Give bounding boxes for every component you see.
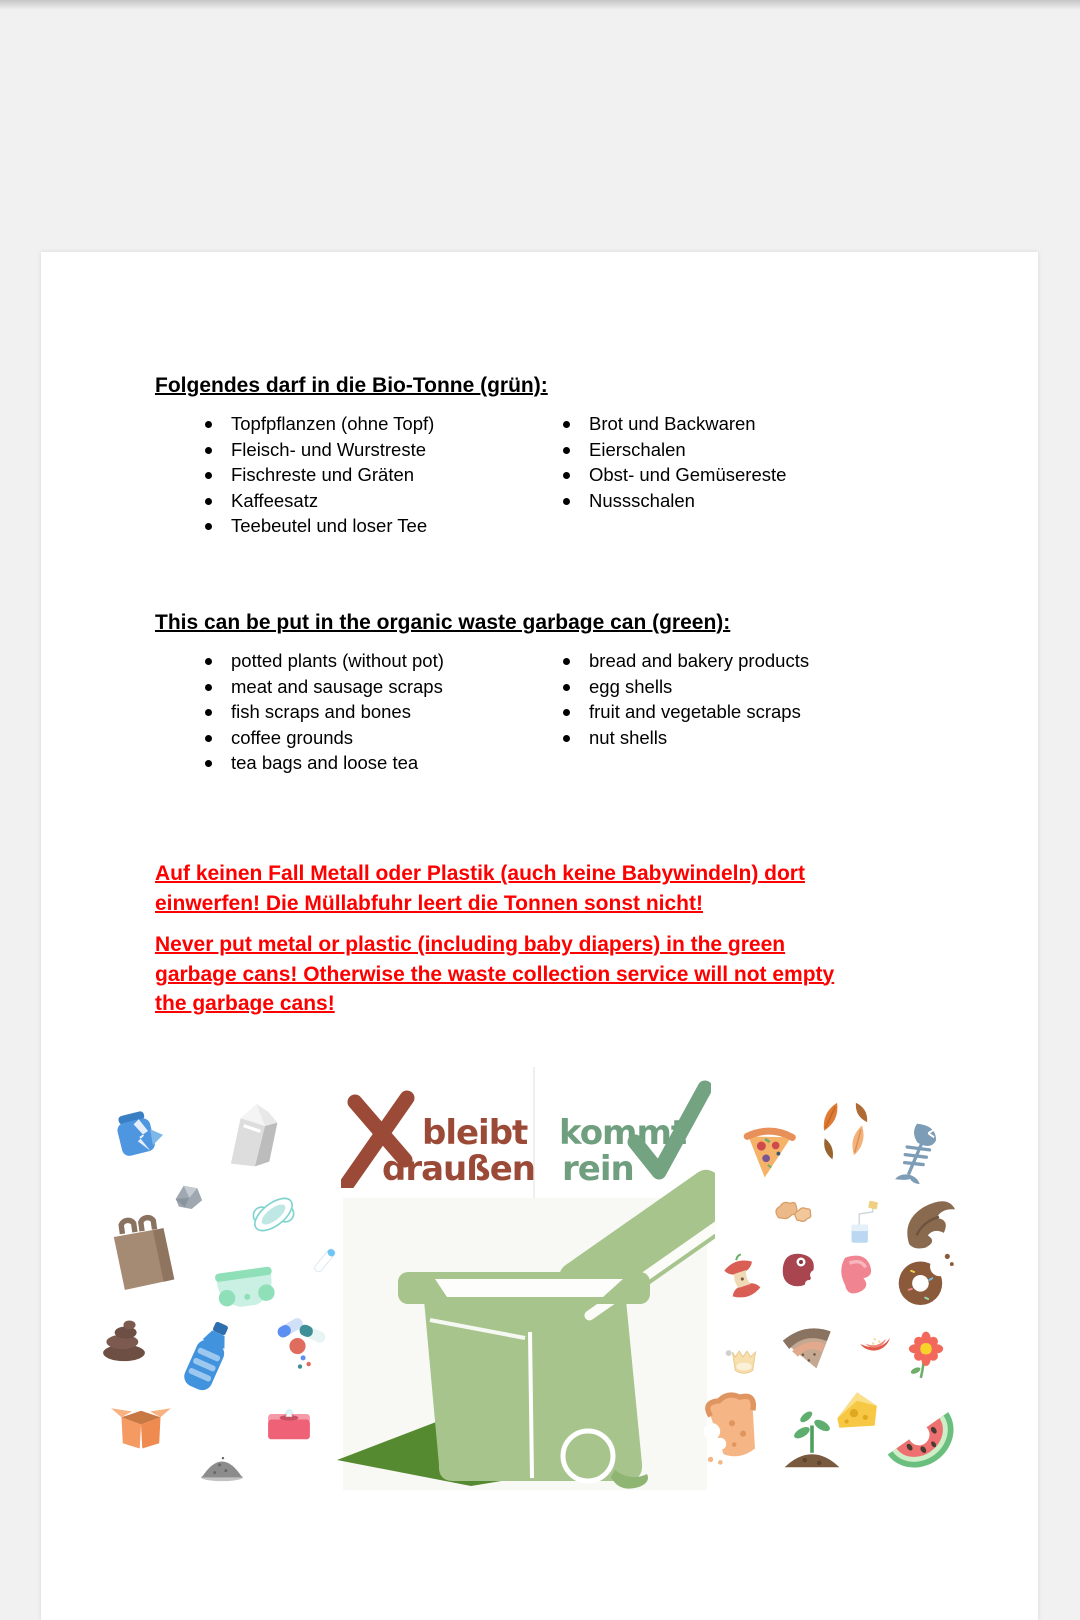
pills-icon bbox=[269, 1308, 331, 1378]
sanitary-pad-icon bbox=[246, 1182, 301, 1247]
shopping-bag-icon bbox=[96, 1202, 186, 1297]
warning-line: garbage cans! Otherwise the waste collection service will not empty bbox=[155, 962, 835, 986]
pizza-slice-icon bbox=[735, 1116, 799, 1188]
flower-icon bbox=[900, 1325, 952, 1385]
list-item: coffee grounds bbox=[202, 725, 444, 751]
list-item: Topfpflanzen (ohne Topf) bbox=[202, 411, 434, 437]
hair-tuft-icon bbox=[896, 1192, 962, 1254]
tomato-slice-icon bbox=[856, 1322, 896, 1366]
stays-out-label-line1: bleibt bbox=[422, 1113, 528, 1153]
list-item: fish scraps and bones bbox=[202, 699, 444, 725]
warning-line: the garbage cans! bbox=[155, 992, 335, 1015]
green-organic-waste-bin bbox=[335, 1160, 715, 1490]
list-english-right bbox=[560, 648, 809, 750]
cardboard-box-icon bbox=[96, 1390, 186, 1455]
heading-german: Folgendes darf in die Bio-Tonne (grün): bbox=[155, 374, 548, 397]
top-shadow bbox=[0, 0, 1080, 10]
donut-icon bbox=[891, 1250, 955, 1314]
list-item: Teebeutel und loser Tee bbox=[202, 513, 434, 539]
list-item: egg shells bbox=[560, 674, 809, 700]
list-item: Obst- und Gemüsereste bbox=[560, 462, 786, 488]
list-item: nut shells bbox=[560, 725, 809, 751]
bread-slice-icon bbox=[696, 1386, 772, 1466]
heading-english: This can be put in the organic waste garbage can (green): bbox=[155, 611, 731, 634]
list-item: Nussschalen bbox=[560, 488, 786, 514]
dog-poop-icon bbox=[93, 1310, 155, 1365]
comes-in-label-line1: kommt bbox=[559, 1113, 687, 1153]
list-item: Eierschalen bbox=[560, 437, 786, 463]
apple-core-icon bbox=[716, 1247, 768, 1309]
document-page bbox=[41, 252, 1038, 1620]
cigarette-butt-icon bbox=[303, 1237, 345, 1287]
warning-line: Auf keinen Fall Metall oder Plastik (auch keine Babywindeln) dort bbox=[155, 862, 805, 885]
list-item: Fleisch- und Wurstreste bbox=[202, 437, 434, 463]
warning-line: einwerfen! Die Müllabfuhr leert die Tonnen sonst nicht! bbox=[155, 891, 703, 915]
stays-out-label-line2: draußen bbox=[382, 1149, 535, 1189]
ash-pile-icon bbox=[183, 1437, 261, 1485]
milk-carton-icon bbox=[213, 1082, 293, 1187]
meat-scrap-icon bbox=[773, 1240, 823, 1302]
cheese-wedge-icon bbox=[830, 1382, 882, 1436]
plastic-bottle-icon bbox=[164, 1314, 252, 1399]
list-item: fruit and vegetable scraps bbox=[560, 699, 809, 725]
comes-in-label-line2: rein bbox=[562, 1149, 634, 1189]
broken-glass-jar-icon bbox=[105, 1095, 167, 1173]
list-item: Fischreste und Gräten bbox=[202, 462, 434, 488]
ham-scrap-icon bbox=[831, 1246, 885, 1304]
list-item: bread and bakery products bbox=[560, 648, 809, 674]
autumn-leaves-icon bbox=[806, 1097, 882, 1167]
list-item: tea bags and loose tea bbox=[202, 750, 444, 776]
warning-english bbox=[155, 930, 834, 1019]
warning-german bbox=[155, 859, 805, 918]
tea-bag-icon bbox=[841, 1196, 889, 1251]
warning-line: Never put metal or plastic (including baby diapers) in the green bbox=[155, 933, 786, 956]
coffee-filter-icon bbox=[776, 1312, 840, 1378]
tissue-box-icon bbox=[253, 1392, 325, 1447]
watermelon-slice-icon bbox=[876, 1390, 958, 1474]
list-item: Brot und Backwaren bbox=[560, 411, 786, 437]
list-item: Kaffeesatz bbox=[202, 488, 434, 514]
peanuts-icon bbox=[760, 1190, 824, 1234]
list-german-left bbox=[202, 411, 434, 539]
egg-shell-icon bbox=[720, 1326, 768, 1384]
list-english-left bbox=[202, 648, 444, 776]
list-item: potted plants (without pot) bbox=[202, 648, 444, 674]
fish-bones-icon bbox=[886, 1114, 952, 1194]
list-item: meat and sausage scraps bbox=[202, 674, 444, 700]
list-german-right bbox=[560, 411, 786, 513]
